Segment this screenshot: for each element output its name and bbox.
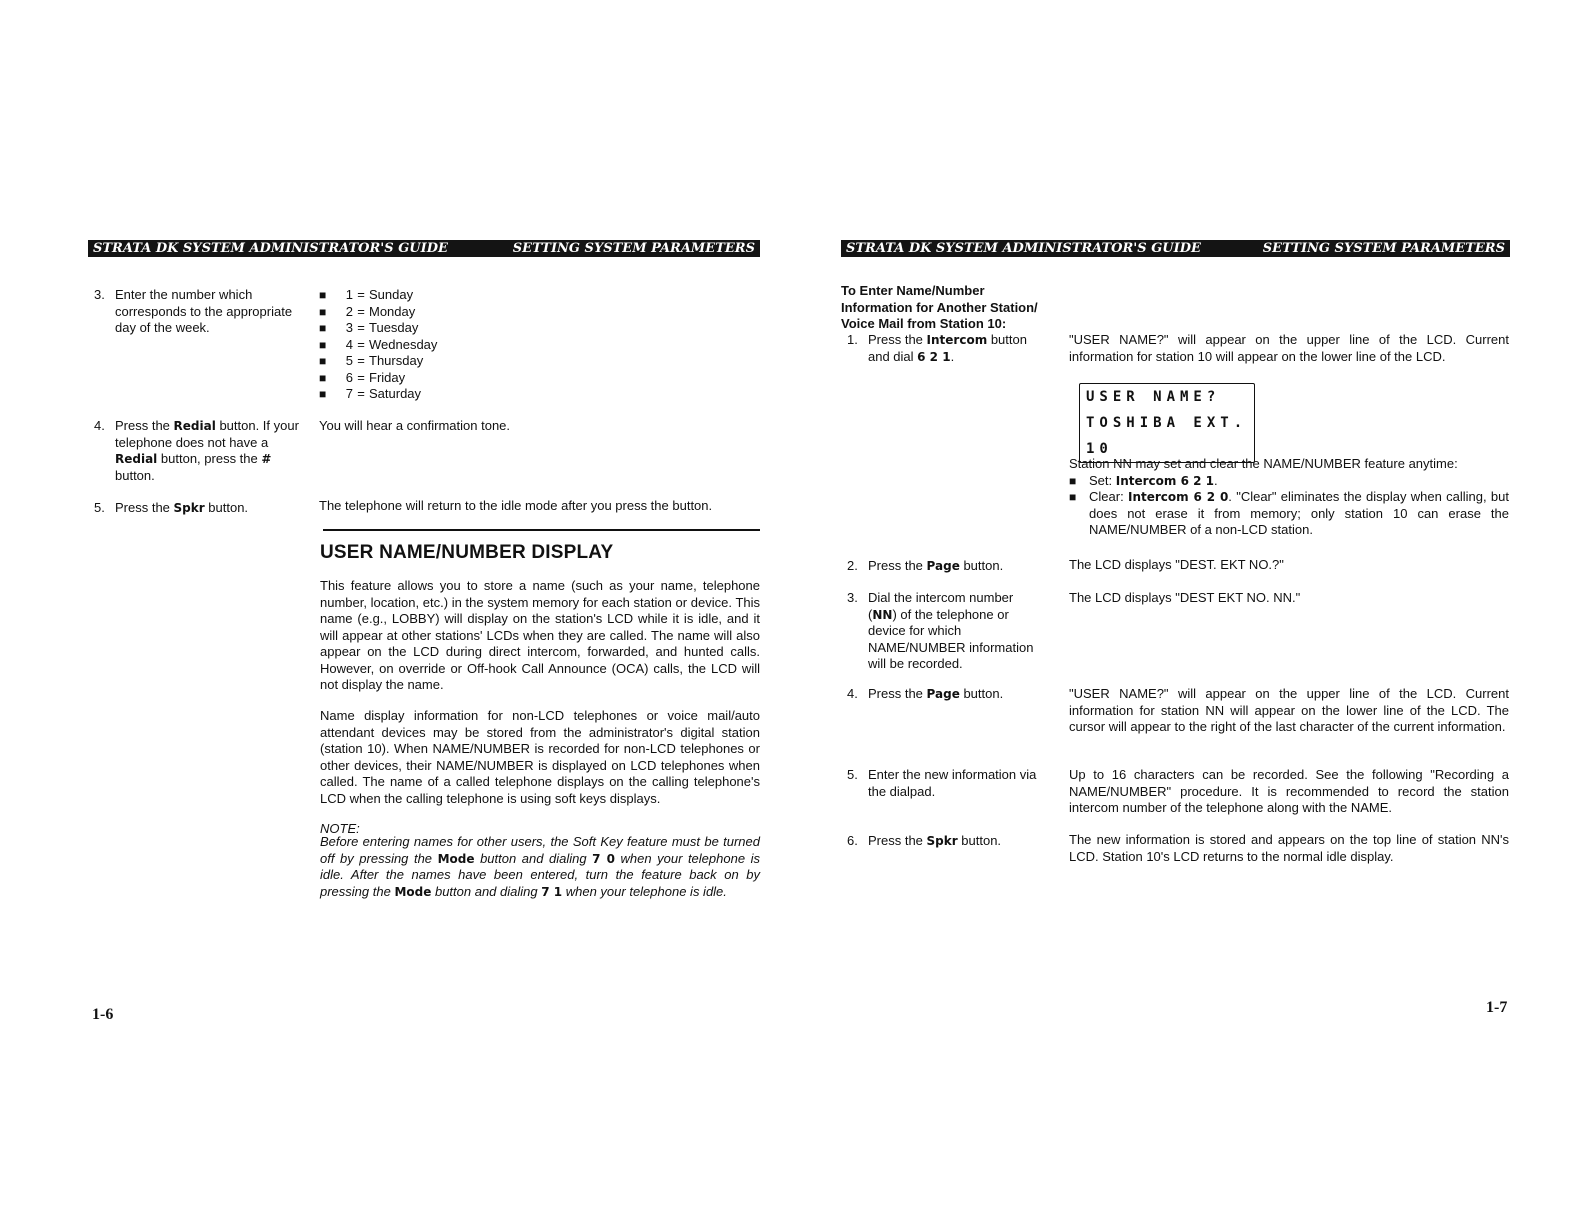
procedure-title: To Enter Name/Number Information for Another Station/ Voice Mail from Station 10: [841, 283, 1038, 331]
right-step-2 [847, 558, 1047, 575]
page-number: 1-6 [92, 1006, 114, 1023]
step-text: Press the Redial button. If your telephone does not have a Redial button, press the # button. [115, 418, 299, 483]
step-4-result: "USER NAME?" will appear on the upper line of the LCD. Current information for station NN will appear on the lower line of the LCD. The cursor will appear to the right of the last character of the current information. [1069, 686, 1509, 734]
left-step-5 [94, 500, 306, 517]
station-note-intro: Station NN may set and clear the NAME/NUMBER feature anytime: [1069, 456, 1458, 471]
header-section: SETTING SYSTEM PARAMETERS [1262, 241, 1505, 256]
day-item: ■ 3 = Tuesday [319, 320, 419, 335]
clear-item: ■ Clear: Intercom 6 2 0. "Clear" eliminates the display when calling, but does not erase it from memory; only station 10 can erase the NAME/NUMBER of a non-LCD station. [1069, 489, 1509, 537]
right-page-header [841, 240, 1510, 257]
step-text: Press the Spkr button. [868, 833, 1002, 848]
step-text: Dial the intercom number (NN) of the telephone or device for which NAME/NUMBER information will be recorded. [868, 590, 1034, 671]
day-list [319, 287, 519, 403]
step-3-result: The LCD displays "DEST EKT NO. NN." [1069, 590, 1301, 605]
right-step-6 [847, 833, 1047, 850]
bullet-icon: ■ [319, 304, 327, 319]
day-item: ■ 4 = Wednesday [319, 336, 438, 352]
intro-paragraph-1: This feature allows you to store a name (such as your name, telephone number, location, etc.) in the system memory for each station or device. This name (e.g., LOBBY) will display on the station's LCD while it is idle, and it will appear at other stations' LCDs when they are called. The name will also appear on the LCD during direct intercom, forwarded, and hunted calls. However, on override or Off-hook Call Announce (OCA) calls, the LCD will not display the name. [320, 578, 760, 692]
bullet-icon: ■ [319, 288, 327, 302]
day-item: ■ 5 = Thursday [319, 353, 424, 368]
step-6-result: The new information is stored and appears on the top line of station NN's LCD. Station 10's LCD returns to the normal idle display. [1069, 832, 1509, 864]
step-text: Press the Page button. [868, 686, 1004, 701]
day-item: ■ 7 = Saturday [319, 386, 422, 401]
section-divider [323, 529, 760, 531]
note-text: Before entering names for other users, the Soft Key feature must be turned off by pressing the Mode button and dialing 7 0 when your telephone is idle. After the names have been entered, turn the feature back on by pressing the Mode button and dialing 7 1 when your telephone is idle. [320, 834, 760, 899]
step-number: 5. [847, 767, 858, 782]
left-step-4 [94, 418, 306, 484]
set-item: ■ Set: Intercom 6 2 1. [1069, 472, 1218, 488]
right-step-3 [847, 590, 1042, 673]
step-number: 5. [94, 500, 105, 515]
right-step-5 [847, 767, 1047, 800]
step-number: 4. [94, 418, 105, 433]
step-text: Press the Intercom button and dial 6 2 1. [868, 332, 1027, 364]
step-text: Enter the number which corresponds to the appropriate day of the week. [115, 287, 293, 335]
step-text: Enter the new information via the dialpad. [868, 767, 1037, 799]
step-number: 3. [94, 287, 105, 302]
step-text: Press the Page button. [868, 558, 1004, 573]
bullet-icon: ■ [1069, 490, 1077, 504]
step-2-result: The LCD displays "DEST. EKT NO.?" [1069, 557, 1284, 572]
header-title: STRATA DK SYSTEM ADMINISTRATOR'S GUIDE [93, 241, 448, 256]
step-number: 2. [847, 558, 858, 573]
step-number: 1. [847, 332, 858, 347]
bullet-icon: ■ [319, 370, 327, 385]
bullet-icon: ■ [319, 354, 327, 368]
section-title: USER NAME/NUMBER DISPLAY [320, 542, 614, 563]
station-note [1069, 456, 1509, 539]
bullet-icon: ■ [1069, 473, 1077, 488]
note-label: NOTE: [320, 821, 360, 836]
left-page-header [88, 240, 760, 257]
lcd-line-1: USER NAME? [1086, 389, 1221, 405]
right-step-4 [847, 686, 1047, 703]
page-number: 1-7 [1486, 999, 1508, 1016]
right-step-1 [847, 332, 1047, 365]
day-item: ■ 2 = Monday [319, 303, 416, 319]
lcd-display [1079, 383, 1255, 463]
day-item: ■ 1 = Sunday [319, 287, 414, 302]
step-number: 6. [847, 833, 858, 848]
step-4-result: You will hear a confirmation tone. [319, 418, 511, 433]
lcd-line-2: TOSHIBA EXT. 10 [1086, 415, 1248, 457]
bullet-icon: ■ [319, 387, 327, 401]
intro-paragraph-2: Name display information for non-LCD telephones or voice mail/auto attendant devices may be stored from the administrator's digital station (station 10). When NAME/NUMBER is recorded for non-LCD telephones or other devices, their NAME/NUMBER is displayed on LCD telephones when called. The name of a called telephone displays on the calling telephone's LCD when the calling telephone is using soft keys displays. [320, 708, 760, 806]
bullet-icon: ■ [319, 337, 327, 352]
step-number: 4. [847, 686, 858, 701]
day-item: ■ 6 = Friday [319, 369, 406, 385]
step-5-result: The telephone will return to the idle mode after you press the button. [319, 498, 713, 513]
step-5-result: Up to 16 characters can be recorded. See the following "Recording a NAME/NUMBER" procedure. It is recommended to record the station intercom number of the telephone along with the NAME. [1069, 767, 1509, 815]
header-title: STRATA DK SYSTEM ADMINISTRATOR'S GUIDE [846, 241, 1201, 256]
header-section: SETTING SYSTEM PARAMETERS [512, 241, 755, 256]
left-step-3 [94, 287, 308, 337]
step-1-result: "USER NAME?" will appear on the upper line of the LCD. Current information for station 10 will appear on the lower line of the LCD. [1069, 332, 1509, 364]
step-text: Press the Spkr button. [115, 500, 249, 515]
step-number: 3. [847, 590, 858, 605]
bullet-icon: ■ [319, 321, 327, 335]
